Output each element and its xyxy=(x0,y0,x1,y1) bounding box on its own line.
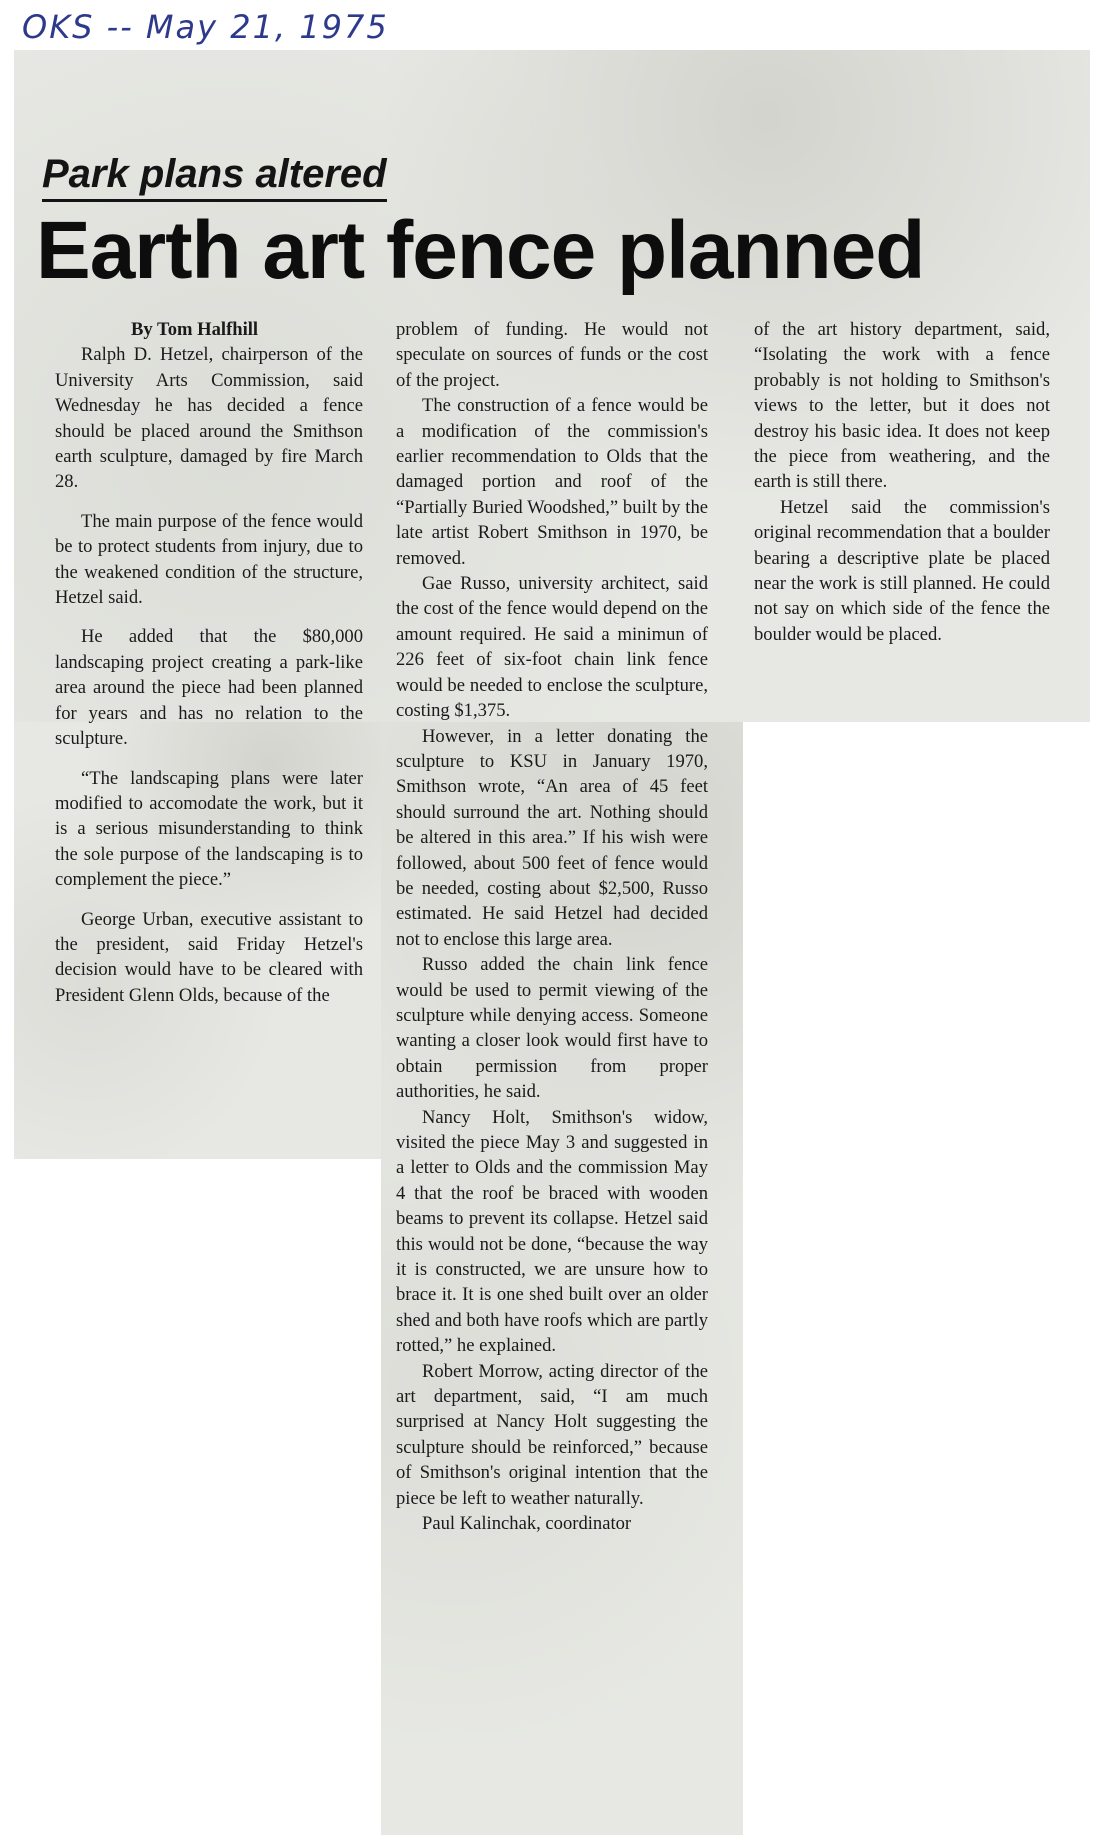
paragraph: Hetzel said the commission's original recommendation that a boulder bearing a descriptive plate be placed near the work is still planned. He could not say on which side of the fence the boulder would be placed. xyxy=(754,496,1050,645)
paragraph: Nancy Holt, Smithson's widow, visited the piece May 3 and suggested in a letter to Olds and the commission May 4 that the roof be braced with wooden beams to prevent its collapse. Hetzel said this would not be done, “because the way it is constructed, we are unsure how to brace it. It is one shed built over an older shed and both have roofs which are partly rotted,” he explained. xyxy=(396,1106,708,1357)
paragraph: Russo added the chain link fence would be used to permit viewing of the sculpture while denying access. Someone wanting a closer look would first have to obtain permission from proper authorities, he said. xyxy=(396,954,708,1103)
paragraph: Gae Russo, university architect, said the cost of the fence would depend on the amount required. He said a minimun of 226 feet of six-foot chain link fence would be needed to enclose the sculpture, costing $1,375. xyxy=(396,573,708,722)
handwritten-date-note: OKS -- May 21, 1975 xyxy=(22,8,389,46)
paragraph: “The landscaping plans were later modified to accomodate the work, but it is a serious misunderstanding to think the sole purpose of the landscaping is to complement the piece.” xyxy=(55,767,363,891)
paragraph: Paul Kalinchak, coordinator xyxy=(422,1513,632,1535)
paragraph: Robert Morrow, acting director of the art department, said, “I am much surprised at Nancy Holt suggesting the sculpture should be reinforced,” because of Smithson's original intention that the piece be left to weather naturally. xyxy=(396,1360,708,1509)
article-headline: Earth art fence planned xyxy=(36,205,925,296)
article-column-3 xyxy=(754,317,1050,647)
article-kicker: Park plans altered xyxy=(42,152,387,202)
paragraph: However, in a letter donating the sculpture to KSU in January 1970, Smithson wrote, “An area of 45 feet should surround the art. Nothing should be altered in this area.” If his wish were followed, about 500 feet of fence would be needed, costing about $2,500, Russo estimated. He said Hetzel had decided not to enclose this large area. xyxy=(396,725,708,950)
paragraph: George Urban, executive assistant to the president, said Friday Hetzel's decision would have to be cleared with President Glenn Olds, because of the xyxy=(55,908,363,1006)
article-column-1 xyxy=(55,317,363,1008)
paragraph: He added that the $80,000 landscaping project creating a park-like area around the piece had been planned for years and has no relation to the sculpture. xyxy=(55,626,363,750)
article-column-2 xyxy=(396,317,708,1537)
paragraph: problem of funding. He would not speculate on sources of funds or the cost of the project. xyxy=(396,319,708,391)
paragraph: The construction of a fence would be a modification of the commission's earlier recommendation to Olds that the damaged portion and roof of the “Partially Buried Woodshed,” built by the late artist Robert Smithson in 1970, be removed. xyxy=(396,395,708,569)
byline: By Tom Halfhill xyxy=(131,319,259,340)
paragraph: of the art history department, said, “Isolating the work with a fence probably is not holding to Smithson's views to the letter, but it does not destroy his basic idea. It does not keep the piece from weathering, and the earth is still there. xyxy=(754,319,1050,493)
paragraph: The main purpose of the fence would be to protect students from injury, due to the weakened condition of the structure, Hetzel said. xyxy=(55,510,363,609)
paragraph: Ralph D. Hetzel, chairperson of the University Arts Commission, said Wednesday he has decided a fence should be placed around the Smithson earth sculpture, damaged by fire March 28. xyxy=(55,344,363,493)
